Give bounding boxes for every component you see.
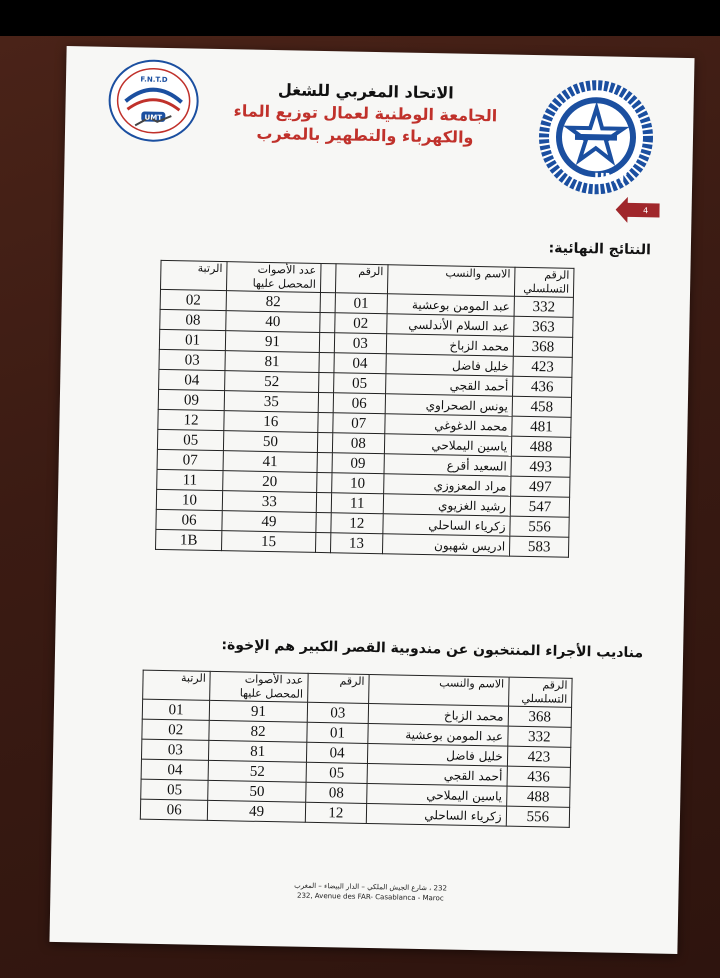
header-rank: الرتبة (143, 670, 211, 700)
federation-logo-umt: UMT (144, 113, 163, 122)
name-cell: ادريس شهبون (383, 534, 510, 556)
header-line-1: الاتحاد المغربي للشغل (277, 80, 454, 103)
name-cell: زكرياء الساحلي (366, 803, 506, 826)
rank-cell: 10 (156, 489, 222, 510)
rank-cell: 04 (141, 759, 209, 780)
number-cell: 04 (333, 353, 386, 374)
rank-cell: 1B (156, 529, 222, 550)
name-cell: مراد المعزوزي (384, 474, 511, 496)
number-cell: 04 (306, 742, 368, 763)
name-cell: السعيد أقرع (384, 454, 511, 476)
rank-cell: 06 (156, 509, 222, 530)
votes-cell: 15 (222, 531, 316, 553)
header-number: الرقم (307, 673, 369, 703)
rank-cell: 02 (160, 289, 226, 310)
serial-cell: 556 (510, 516, 569, 537)
serial-cell: 332 (507, 726, 571, 747)
number-cell: 03 (307, 702, 369, 723)
serial-cell: 368 (513, 336, 572, 357)
serial-cell: 332 (514, 296, 573, 317)
rank-cell: 05 (141, 779, 209, 800)
document-footer (270, 880, 470, 904)
votes-cell: 81 (209, 740, 307, 762)
votes-cell: 52 (225, 371, 319, 393)
votes-cell: 41 (223, 451, 317, 473)
rank-cell: 07 (157, 449, 223, 470)
footer-address-arabic: 232 ، شارع الجيش الملكي – الدار البيضاء – المغرب (294, 881, 448, 893)
number-cell: 09 (332, 453, 385, 474)
rank-cell: 04 (159, 369, 225, 390)
name-cell: محمد الزباخ (386, 334, 513, 356)
elected-delegates-table (140, 670, 573, 828)
name-cell: خليل فاضل (386, 354, 513, 376)
votes-cell: 49 (208, 800, 306, 822)
votes-cell: 16 (224, 411, 318, 433)
header-votes: عدد الأصوات المحصل عليها (227, 262, 321, 293)
votes-cell: 33 (222, 491, 316, 513)
rank-cell: 09 (158, 389, 224, 410)
number-cell: 02 (334, 313, 387, 334)
number-cell: 08 (305, 782, 367, 803)
rank-cell: 06 (140, 799, 208, 820)
number-cell: 11 (331, 493, 384, 514)
header-votes: عدد الأصوات المحصل عليها (210, 671, 308, 702)
serial-cell: 423 (513, 356, 572, 377)
rank-cell: 01 (142, 699, 210, 720)
rank-cell: 05 (157, 429, 223, 450)
number-cell: 01 (307, 722, 369, 743)
umt-logo-text: UMT (593, 171, 627, 187)
votes-cell: 91 (225, 331, 319, 353)
name-cell: أحمد القجي (386, 374, 513, 396)
page-number-arrow (615, 197, 659, 224)
number-cell: 08 (332, 433, 385, 454)
rank-cell: 11 (157, 469, 223, 490)
name-cell: ياسين اليملاحي (384, 434, 511, 456)
number-cell: 03 (334, 333, 387, 354)
name-cell: رشيد الغزيوي (383, 494, 510, 516)
rank-cell: 08 (160, 309, 226, 330)
rank-cell: 03 (141, 739, 209, 760)
name-cell: عبد المومن بوعشية (387, 294, 514, 316)
number-cell: 05 (333, 373, 386, 394)
votes-cell: 20 (223, 471, 317, 493)
name-cell: عبد المومن بوعشية (368, 723, 508, 746)
number-cell: 12 (330, 513, 383, 534)
number-cell: 06 (333, 393, 386, 414)
serial-cell: 583 (510, 536, 569, 557)
votes-cell: 50 (208, 780, 306, 802)
votes-cell: 50 (223, 431, 317, 453)
votes-cell: 91 (210, 700, 308, 722)
document-paper (49, 46, 694, 954)
rank-cell: 12 (158, 409, 224, 430)
serial-cell: 436 (507, 766, 571, 787)
name-cell: يونس الصحراوي (385, 394, 512, 416)
number-cell: 10 (331, 473, 384, 494)
header-line-3: والكهرباء والتطهير بالمغرب (256, 123, 474, 147)
number-cell: 07 (332, 413, 385, 434)
number-cell: 05 (306, 762, 368, 783)
rank-cell: 03 (159, 349, 225, 370)
header-name: الاسم والنسب (387, 265, 515, 296)
serial-cell: 436 (513, 376, 572, 397)
header-name: الاسم والنسب (369, 674, 509, 706)
votes-cell: 82 (226, 291, 320, 313)
top-bar (0, 0, 720, 36)
serial-cell: 481 (512, 416, 571, 437)
votes-cell: 35 (224, 391, 318, 413)
page-number: 4 (642, 206, 649, 216)
votes-cell: 82 (209, 720, 307, 742)
header-serial: الرقم التسلسلي (508, 677, 572, 707)
name-cell: ياسين اليملاحي (367, 783, 507, 806)
votes-cell: 40 (226, 311, 320, 333)
serial-cell: 493 (511, 456, 570, 477)
rank-cell: 01 (159, 329, 225, 350)
serial-cell: 488 (511, 436, 570, 457)
serial-cell: 423 (507, 746, 571, 767)
header-number: الرقم (335, 264, 388, 294)
header-rank: الرتبة (161, 260, 228, 290)
serial-cell: 363 (514, 316, 573, 337)
federation-logo-acronym: F.N.T.D (140, 75, 168, 84)
serial-cell: 556 (506, 806, 570, 827)
name-cell: خليل فاضل (367, 743, 507, 766)
header-serial: الرقم التسلسلي (515, 267, 574, 297)
name-cell: محمد الزباخ (368, 703, 508, 726)
serial-cell: 547 (510, 496, 569, 517)
umt-logo (536, 77, 656, 197)
final-results-title: النتائج النهائية: (548, 240, 651, 259)
serial-cell: 368 (508, 706, 572, 727)
name-cell: عبد السلام الأندلسي (387, 314, 514, 336)
name-cell: أحمد القجي (367, 763, 507, 786)
federation-logo (105, 57, 203, 145)
rank-cell: 02 (142, 719, 210, 740)
votes-cell: 81 (225, 351, 319, 373)
name-cell: محمد الدغوغي (385, 414, 512, 436)
number-cell: 13 (330, 533, 383, 554)
serial-cell: 458 (512, 396, 571, 417)
header-line-2: الجامعة الوطنية لعمال توزيع الماء (233, 101, 498, 126)
document-header (205, 79, 526, 148)
serial-cell: 497 (511, 476, 570, 497)
footer-address-latin: 232, Avenue des FAR- Casablanca - Maroc (296, 891, 444, 903)
serial-cell: 488 (506, 786, 570, 807)
name-cell: زكرياء الساحلي (383, 514, 510, 536)
number-cell: 01 (335, 293, 388, 314)
number-cell: 12 (305, 802, 367, 823)
votes-cell: 49 (222, 511, 316, 533)
votes-cell: 52 (208, 760, 306, 782)
elected-delegates-title: مناديب الأجراء المنتخبون عن مندوبية القصر الكبير هم الإخوة: (221, 637, 644, 662)
final-results-table (155, 260, 574, 558)
